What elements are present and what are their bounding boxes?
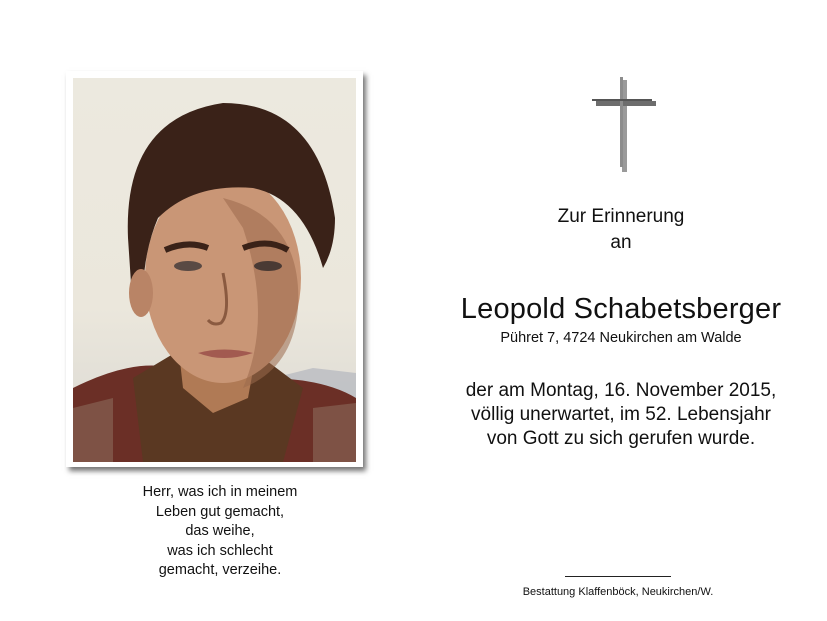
death-notice-line: von Gott zu sich gerufen wurde.	[486, 428, 756, 449]
in-memory-heading	[500, 204, 742, 256]
prayer-line: Leben gut gemacht,	[155, 503, 285, 520]
death-notice-line: völlig unerwartet, im 52. Lebensjahr	[471, 404, 771, 425]
portrait-photo	[73, 78, 356, 462]
deceased-address: Pühret 7, 4724 Neukirchen am Walde	[500, 330, 742, 346]
prayer-line: was ich schlecht	[167, 542, 273, 559]
photo-frame	[66, 71, 363, 467]
memory-line-2: an	[610, 232, 632, 253]
prayer-line: das weihe,	[185, 523, 255, 539]
latin-cross-icon	[590, 75, 656, 175]
prayer-line: gemacht, verzeihe.	[158, 562, 282, 578]
prayer-verse	[100, 483, 340, 581]
undertaker-credit: Bestattung Klaffenböck, Neukirchen/W.	[522, 586, 714, 598]
memory-line-1: Zur Erinnerung	[557, 206, 685, 227]
death-notice	[430, 379, 812, 451]
signature-divider	[565, 576, 671, 577]
deceased-name: Leopold Schabetsberger	[460, 293, 782, 325]
death-notice-line: der am Montag, 16. November 2015,	[465, 380, 777, 401]
portrait-illustration	[73, 78, 356, 462]
prayer-line: Herr, was ich in meinem	[142, 484, 298, 500]
